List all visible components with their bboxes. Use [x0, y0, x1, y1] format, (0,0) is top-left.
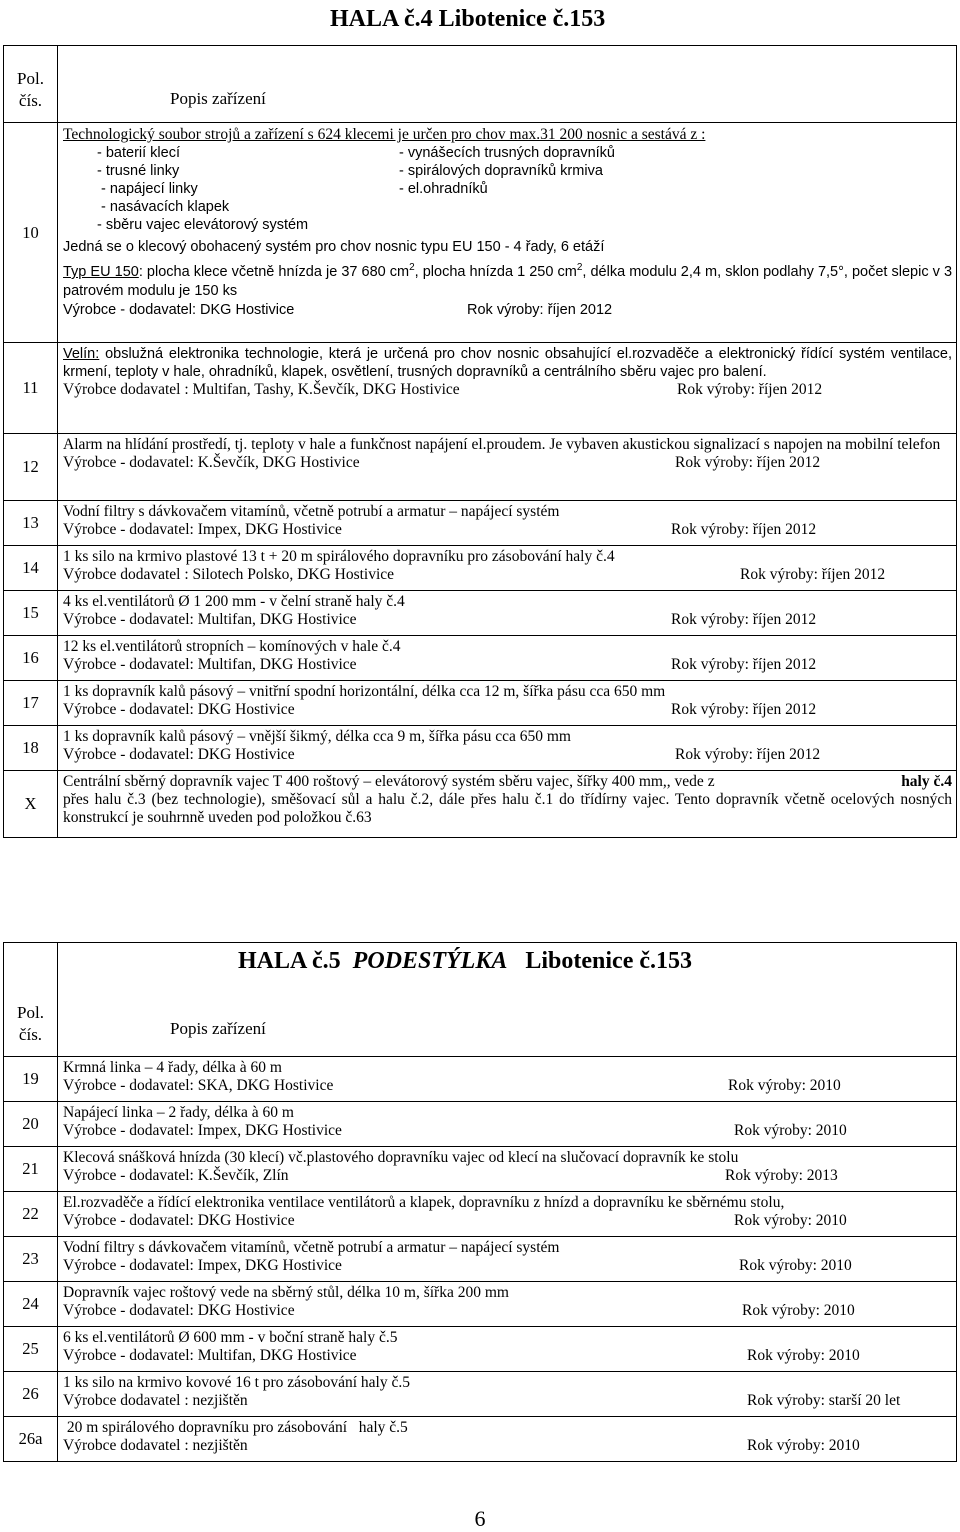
row-number: 26: [4, 1372, 58, 1417]
pol-header: [4, 943, 58, 1057]
table-row: [4, 1417, 957, 1462]
list-item: Výrobce - dodavatel: K.Ševčík, DKG Hostivice Rok výroby: říjen 2012: [63, 454, 821, 471]
list-item: 1 ks dopravník kalů pásový – vnější šikmý, délka cca 9 m, šířka pásu cca 650 mm: [63, 728, 571, 745]
list-item: Centrální sběrný dopravník vajec T 400 roštový – elevátorový systém sběru vajec, šířky 400 mm,, vede z haly č.4: [63, 773, 952, 790]
list-item: - sběru vajec elevátorový systém: [97, 217, 309, 233]
row-description: [58, 343, 957, 434]
row-description: Vodní filtry s dávkovačem vitamínů, včetně potrubí a armatur – napájecí systém Výrobce - dodavatel: Impex, DKG Hostivice Rok výroby: 2010: [58, 1237, 957, 1282]
list-item: Výrobce - dodavatel: DKG Hostivice Rok výroby: říjen 2012: [63, 746, 821, 763]
list-item: Výrobce - dodavatel: DKG Hostivice Rok výroby: říjen 2012: [63, 701, 817, 718]
table-row: [4, 726, 957, 771]
row-number: 13: [4, 501, 58, 546]
row-description: El.rozvaděče a řídící elektronika ventilace ventilátorů a klapek, dopravníku z hnízd a dopravníku ke sběrnému stolu, Výrobce - dodavatel: DKG Hostivice Rok výroby: 2010: [58, 1192, 957, 1237]
row-description: 6 ks el.ventilátorů Ø 600 mm - v boční straně haly č.5 Výrobce - dodavatel: Multifan, DKG Hostivice Rok výroby: 2010: [58, 1327, 957, 1372]
table-row: [4, 681, 957, 726]
row-number: X: [4, 771, 58, 838]
row-number: 19: [4, 1057, 58, 1102]
row-description: [58, 123, 957, 343]
hala4-header-row: [4, 46, 957, 123]
list-item: Výrobce dodavatel : Multifan, Tashy, K.Ševčík, DKG Hostivice Rok výroby: říjen 2012: [63, 381, 823, 398]
row-number: 10: [4, 123, 58, 343]
hala5-title: HALA č.5 PODESTÝLKA Libotenice č.153: [238, 948, 692, 974]
row-description: [58, 726, 957, 771]
row-description: [58, 681, 957, 726]
row-description: 1 ks silo na krmivo kovové 16 t pro zásobování haly č.5 Výrobce dodavatel : nezjištěn Rok výroby: starší 20 let: [58, 1372, 957, 1417]
table-row: [4, 123, 957, 343]
row-description: 20 m spirálového dopravníku pro zásobování haly č.5 Výrobce dodavatel : nezjištěn Rok výroby: 2010: [58, 1417, 957, 1462]
list-item: přes halu č.3 (bez technologie), směšovací sůl a halu č.2, dále přes halu č.1 do třídírny vajec. Tento dopravník včetně ocelových nosných konstrukcí je souhrnně uveden pod položkou č.63: [63, 791, 952, 826]
table-row: [4, 1102, 957, 1147]
list-item: Výrobce - dodavatel: Multifan, DKG Hostivice Rok výroby: říjen 2012: [63, 656, 817, 673]
row-number: 20: [4, 1102, 58, 1147]
list-item: Typ EU 150: plocha klece včetně hnízda je 37 680 $cm^2$, plocha hnízda 1 250 $cm^2$, délka modulu 2,4 m, sklon podlahy 7,5°, počet slepic v 3 patrovém modulu je 150 ks: [63, 262, 953, 299]
row-number: 26a: [4, 1417, 58, 1462]
row-description: [58, 434, 957, 501]
popis-label: Popis zařízení: [170, 1019, 266, 1038]
popis-header: Popis zařízení: [58, 46, 957, 123]
list-item: Vodní filtry s dávkovačem vitamínů, včetně potrubí a armatur – napájecí systém: [63, 503, 560, 520]
row-number: 16: [4, 636, 58, 681]
list-item: Jedná se o klecový obohacený systém pro chov nosnic typu EU 150 - 4 řady, 6 etáží: [63, 239, 605, 255]
page-number: 6: [474, 1506, 486, 1531]
table-row: [4, 771, 957, 838]
pol-header: [4, 46, 58, 123]
row-number: 23: [4, 1237, 58, 1282]
pol-label: Pol.: [17, 69, 44, 88]
table-row: [4, 546, 957, 591]
row-number: 15: [4, 591, 58, 636]
list-item: 1 ks dopravník kalů pásový – vnitřní spodní horizontální, délka cca 12 m, šířka pásu cca 650 mm: [63, 683, 666, 700]
row-number: 22: [4, 1192, 58, 1237]
list-item: Výrobce - dodavatel: Multifan, DKG Hostivice Rok výroby: říjen 2012: [63, 611, 817, 628]
list-item: 4 ks el.ventilátorů Ø 1 200 mm - v čelní straně haly č.4: [63, 593, 405, 610]
table-row: [4, 1282, 957, 1327]
row-number: 14: [4, 546, 58, 591]
row-number: 25: [4, 1327, 58, 1372]
pol-label: Pol.: [17, 1003, 44, 1022]
row-description: Klecová snášková hnízda (30 klecí) vč.plastového dopravníku vajec od klecí na slučovací dopravník ke stolu Výrobce - dodavatel: K.Ševčík, Zlín Rok výroby: 2013: [58, 1147, 957, 1192]
table-row: [4, 434, 957, 501]
table-row: [4, 636, 957, 681]
row-description: Napájecí linka – 2 řady, délka à 60 m Výrobce - dodavatel: Impex, DKG Hostivice Rok výroby: 2010: [58, 1102, 957, 1147]
row-number: 12: [4, 434, 58, 501]
hala5-table: [3, 942, 957, 1462]
row-description: Krmná linka – 4 řady, délka à 60 m Výrobce - dodavatel: SKA, DKG Hostivice Rok výroby: 2010: [58, 1057, 957, 1102]
popis-header: [58, 943, 957, 1057]
row-description: [58, 501, 957, 546]
hala4-title: HALA č.4 Libotenice č.153: [330, 6, 606, 32]
list-item: Výrobce - dodavatel: Impex, DKG Hostivice Rok výroby: říjen 2012: [63, 521, 817, 538]
row-description: [58, 771, 957, 838]
table-row: [4, 1372, 957, 1417]
row-number: 21: [4, 1147, 58, 1192]
row-description: [58, 546, 957, 591]
list-item: Alarm na hlídání prostředí, tj. teploty v hale a funkčnost napájení el.proudem. Je vybaven akustickou signalizací s napojen na mobilní telefon: [63, 436, 941, 453]
row-description: [58, 591, 957, 636]
row-number: 11: [4, 343, 58, 434]
list-item: 12 ks el.ventilátorů stropních – komínových v hale č.4: [63, 638, 401, 655]
list-item: - napájecí linky - el.ohradníků: [101, 181, 488, 197]
list-item: Technologický soubor strojů a zařízení s 624 klecemi je určen pro chov max.31 200 nosnic a sestává z :: [63, 126, 706, 143]
table-row: [4, 1237, 957, 1282]
table-row: [4, 1057, 957, 1102]
list-item: - trusné linky - spirálových dopravníků krmiva: [97, 163, 603, 179]
table-row: [4, 591, 957, 636]
list-item: - nasávacích klapek: [101, 199, 230, 215]
row-number: 17: [4, 681, 58, 726]
table-row: [4, 1192, 957, 1237]
row-description: [58, 636, 957, 681]
table-row: [4, 501, 957, 546]
hala4-table: [3, 45, 957, 838]
list-item: Výrobce dodavatel : Silotech Polsko, DKG Hostivice Rok výroby: říjen 2012: [63, 566, 886, 583]
row-description: Dopravník vajec roštový vede na sběrný stůl, délka 10 m, šířka 200 mm Výrobce - dodavatel: DKG Hostivice Rok výroby: 2010: [58, 1282, 957, 1327]
list-item: 1 ks silo na krmivo plastové 13 t + 20 m spirálového dopravníku pro zásobování haly č.4: [63, 548, 615, 565]
list-item: Výrobce - dodavatel: DKG Hostivice Rok výroby: říjen 2012: [63, 301, 613, 318]
row-number: 18: [4, 726, 58, 771]
table-row: [4, 1327, 957, 1372]
list-item: - baterií klecí - vynášecích trusných dopravníků: [97, 145, 615, 161]
table-row: [4, 343, 957, 434]
cis-label: čís.: [18, 91, 43, 110]
row-number: 24: [4, 1282, 58, 1327]
cis-label: čís.: [18, 1025, 43, 1044]
hala5-header-row: [4, 943, 957, 1057]
list-item: Velín: obslužná elektronika technologie, která je určená pro chov nosnic obsahující el.rozvaděče a elektronický řídící systém ventilace, krmení, teploty v hale, ohradníků, klapek, osvětlení, trusných dopravníků a centrálního sběru vajec pro balení.: [63, 346, 952, 380]
table-row: [4, 1147, 957, 1192]
